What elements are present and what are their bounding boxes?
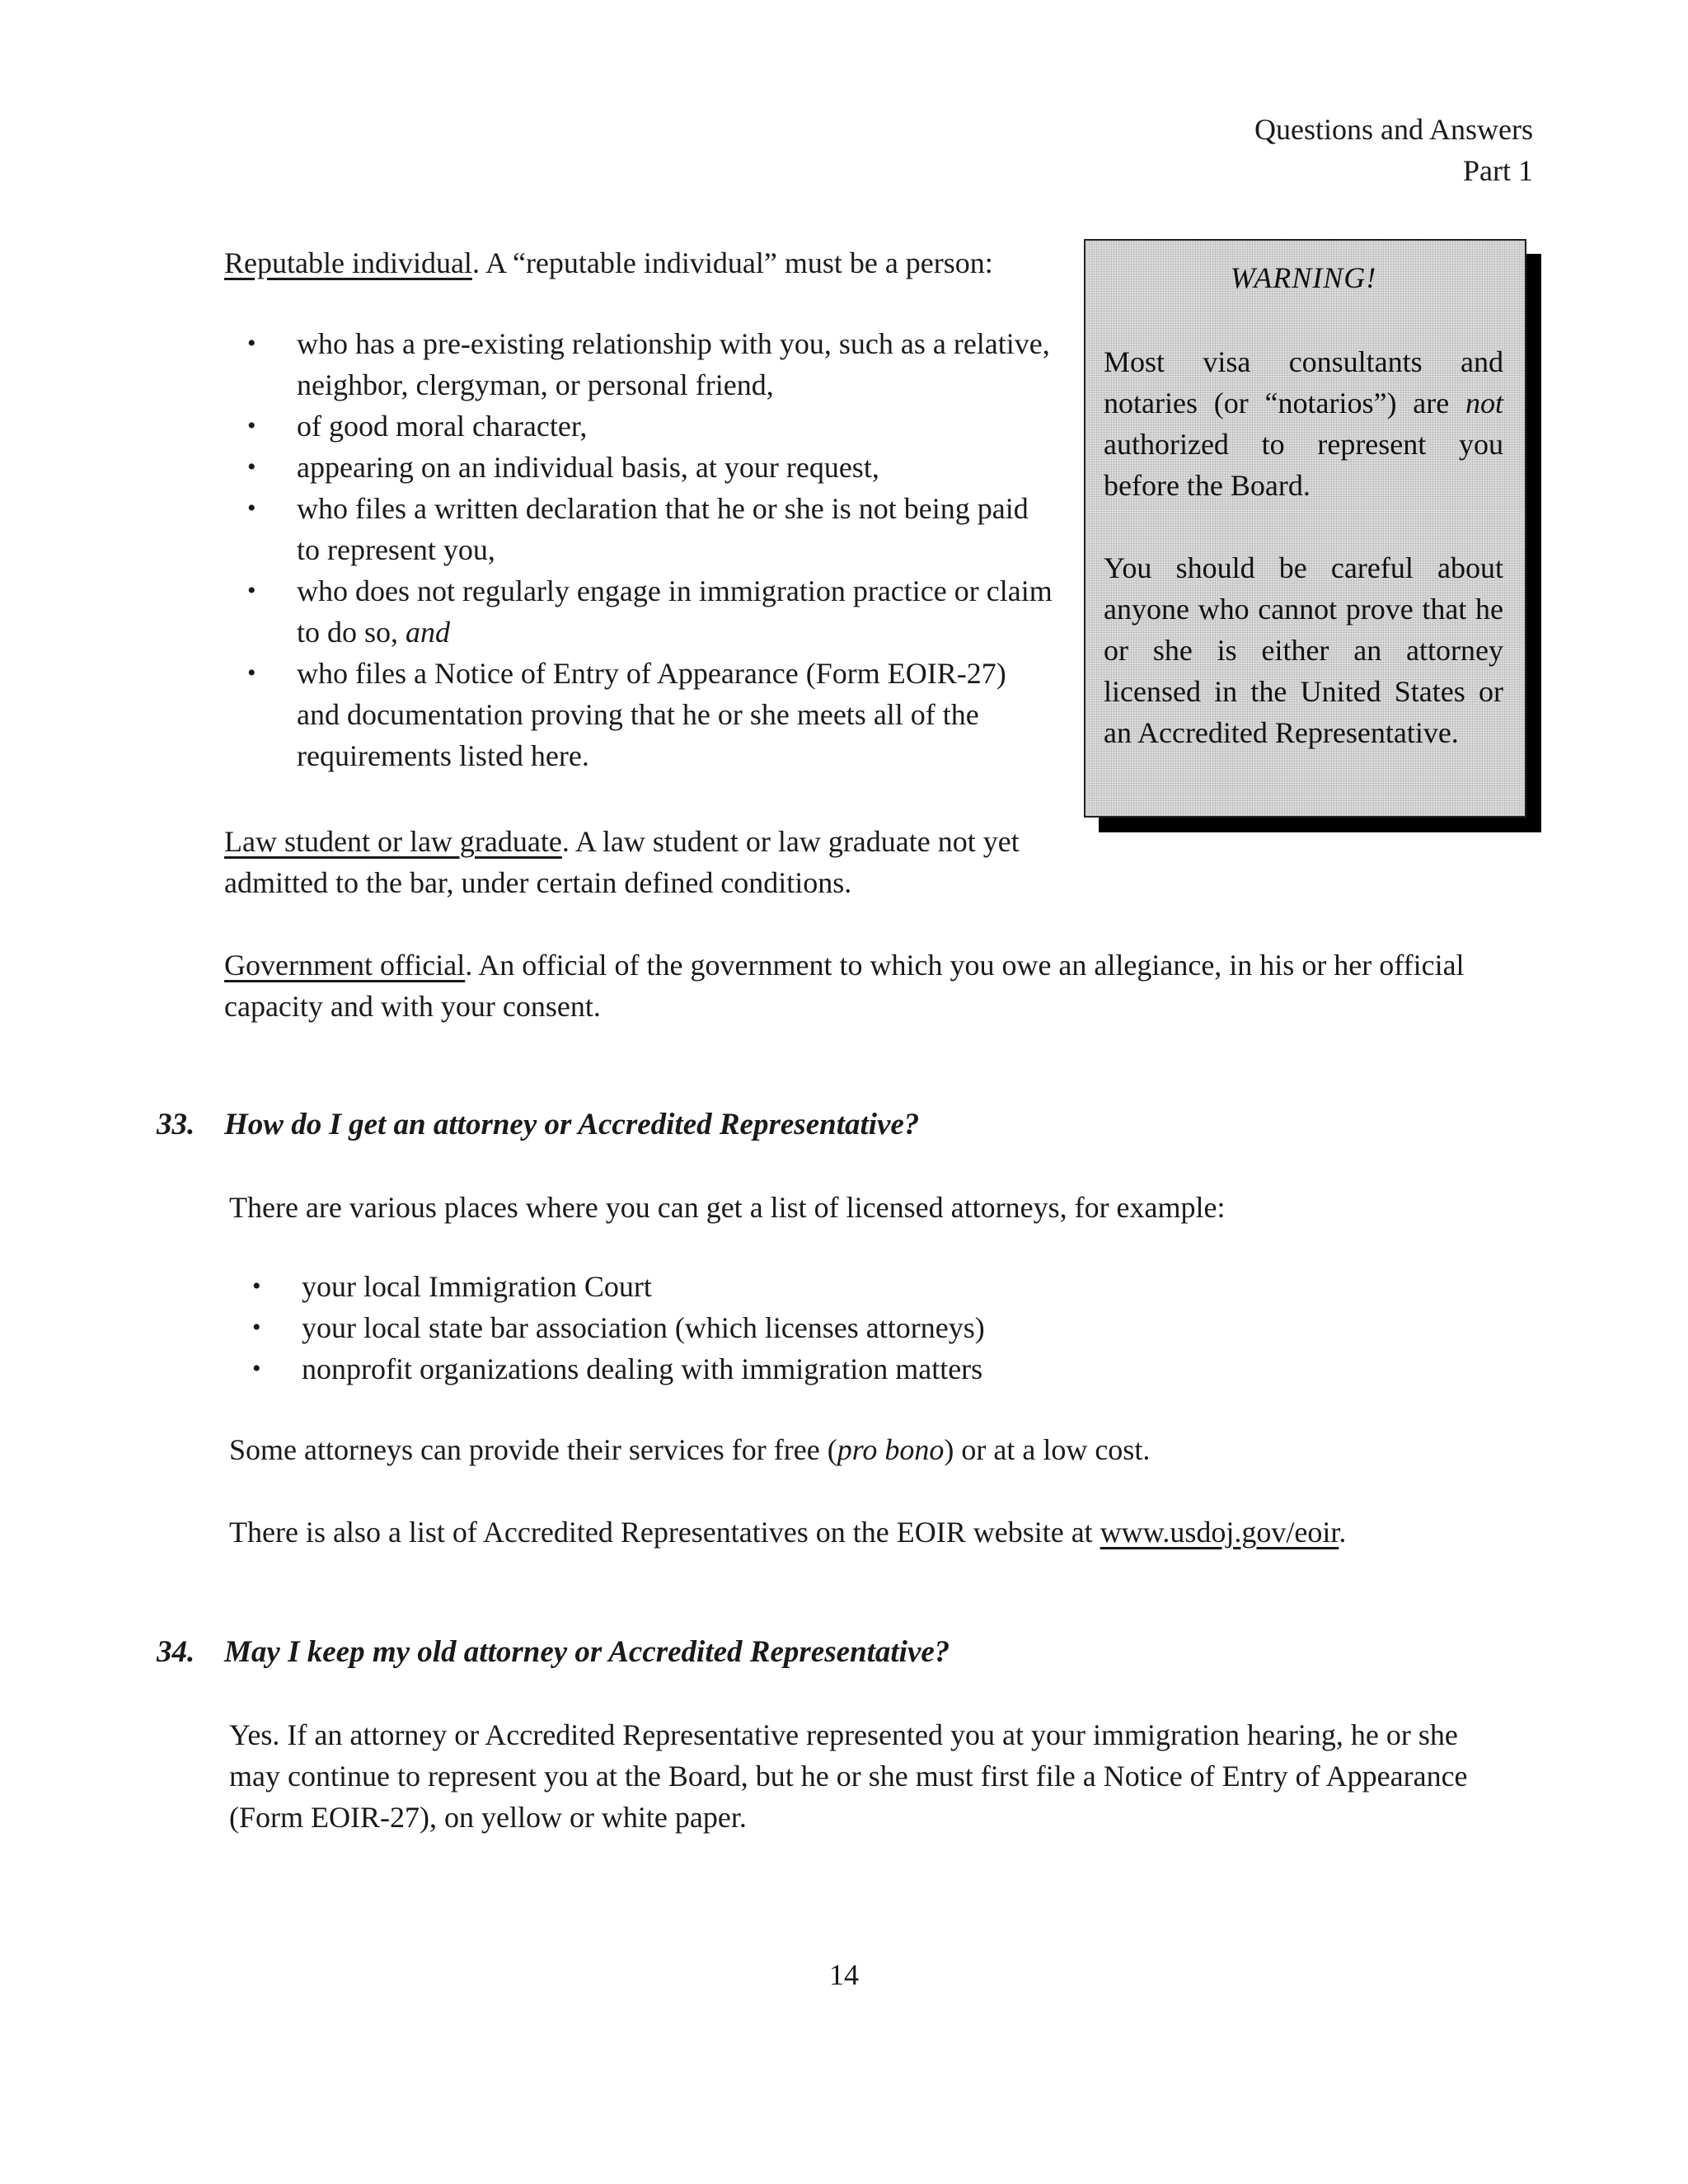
list-item-line: requirements listed here.	[297, 739, 589, 772]
pro-bono-text: ) or at a low cost.	[944, 1433, 1151, 1466]
question-number: 34.	[157, 1635, 195, 1669]
website-text: There is also a list of Accredited Representatives on the EOIR website at	[229, 1516, 1100, 1549]
warning-box	[1084, 239, 1526, 818]
warning-text: Most visa consultants and notaries (or “notarios”) are	[1104, 345, 1503, 419]
reputable-individual-intro	[224, 242, 993, 284]
question-33-intro: There are various places where you can get a list of licensed attorneys, for example:	[229, 1191, 1226, 1224]
law-student-term: Law student or law graduate	[224, 825, 562, 858]
answer-line-2: may continue to represent you at the Board, but he or she must first file a Notice of Entry of Appearance	[229, 1760, 1468, 1793]
list-item-text: to do so,	[297, 616, 406, 649]
list-item	[224, 653, 1073, 776]
pro-bono-paragraph	[229, 1429, 1150, 1470]
pro-bono-emphasis: pro bono	[837, 1433, 945, 1466]
website-text: .	[1339, 1516, 1347, 1549]
list-item-line: • who files a Notice of Entry of Appearance (Form EOIR-27)	[297, 657, 1006, 690]
warning-paragraph-2: You should be careful about anyone who cannot prove that he or she is either an attorney licensed in the United States or an Accredited Representative.	[1104, 551, 1503, 749]
warning-text: authorized to represent you before the Board.	[1104, 428, 1503, 502]
government-official-line-2: capacity and with your consent.	[224, 990, 601, 1023]
question-34-answer	[229, 1714, 1468, 1838]
reputable-individual-term: Reputable individual	[224, 246, 472, 279]
question-33-heading	[157, 1104, 920, 1146]
answer-line-3: (Form EOIR-27), on yellow or white paper.	[229, 1801, 747, 1834]
government-official-paragraph	[224, 944, 1465, 1027]
law-student-line-2: admitted to the bar, under certain defined conditions.	[224, 866, 852, 899]
list-item-line: • appearing on an individual basis, at your request,	[297, 451, 879, 484]
law-student-text: . A law student or law graduate not yet	[561, 825, 1020, 858]
list-item	[224, 323, 1073, 405]
eoir-website-paragraph	[229, 1511, 1346, 1553]
list-item-line: to represent you,	[297, 533, 495, 566]
question-title: How do I get an attorney or Accredited Representative?	[224, 1108, 920, 1141]
list-item: • your local state bar association (which licenses attorneys)	[229, 1307, 1136, 1348]
government-official-text: . An official of the government to which you owe an allegiance, in his or her official	[465, 949, 1465, 982]
list-item-line: • who does not regularly engage in immigration practice or claim	[297, 574, 1053, 607]
list-item-line: neighbor, clergyman, or personal friend,	[297, 368, 774, 401]
reputable-requirements-list	[224, 323, 1073, 776]
question-number: 33.	[157, 1108, 195, 1141]
eoir-website-link[interactable]: www.usdoj.gov/eoir	[1100, 1516, 1339, 1549]
warning-paragraph-1	[1104, 341, 1503, 506]
list-item	[224, 570, 1073, 653]
law-student-paragraph	[224, 821, 1020, 903]
list-item-line	[297, 612, 1073, 653]
law-student-line-1	[224, 821, 1020, 862]
government-official-term: Government official	[224, 949, 466, 982]
reputable-individual-text: . A “reputable individual” must be a person:	[471, 246, 993, 279]
answer-line-1: Yes. If an attorney or Accredited Representative represented you at your immigration hearing, he or she	[229, 1718, 1458, 1751]
list-item	[224, 488, 1073, 570]
list-item: • nonprofit organizations dealing with immigration matters	[229, 1348, 1136, 1390]
question-34-heading	[157, 1632, 950, 1673]
list-item	[224, 447, 1073, 488]
list-item	[224, 405, 1073, 447]
question-title: May I keep my old attorney or Accredited Representative?	[224, 1635, 950, 1669]
attorney-sources-list	[229, 1266, 1136, 1390]
page-number: 14	[829, 1958, 859, 1991]
list-item: • your local Immigration Court	[229, 1266, 1136, 1307]
list-item-line: • who files a written declaration that he or she is not being paid	[297, 492, 1029, 525]
government-official-line-1	[224, 944, 1465, 986]
pro-bono-text: Some attorneys can provide their services for free (	[229, 1433, 837, 1466]
warning-callout	[1084, 239, 1541, 832]
list-item-line: and documentation proving that he or she meets all of the	[297, 698, 979, 731]
header-title: Questions and Answers	[1254, 113, 1533, 146]
running-header	[1254, 109, 1533, 191]
header-part: Part 1	[1463, 154, 1533, 187]
list-item-line: • who has a pre-existing relationship with you, such as a relative,	[297, 327, 1050, 360]
warning-title: WARNING!	[1230, 261, 1377, 294]
list-item-line: • of good moral character,	[297, 410, 588, 443]
list-item-emphasis: and	[406, 616, 451, 649]
warning-emphasis: not	[1465, 387, 1503, 419]
